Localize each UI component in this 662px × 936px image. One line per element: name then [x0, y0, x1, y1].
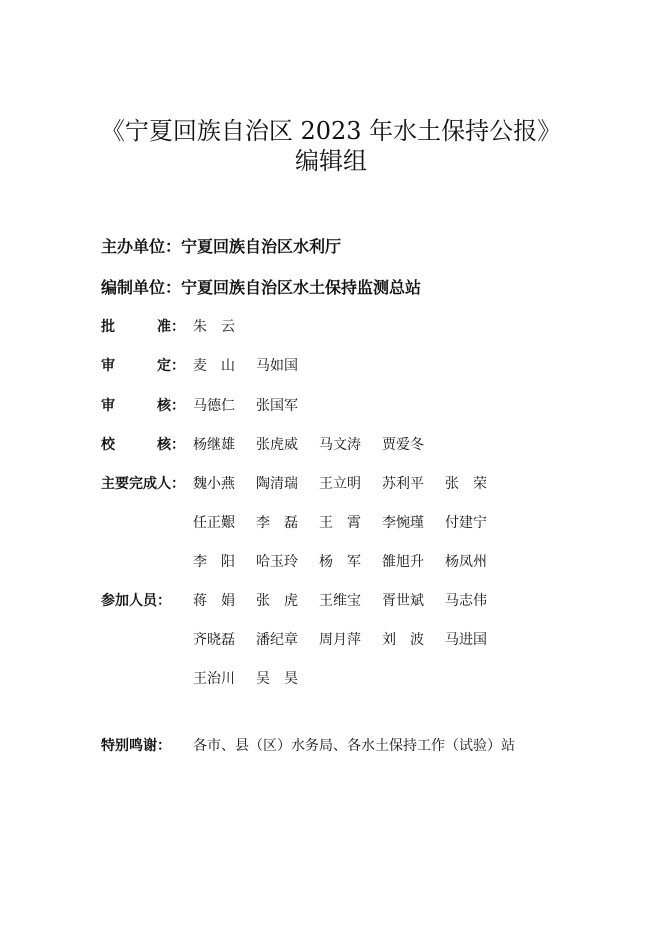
thanks-value: 各市、县（区）水务局、各水土保持工作（试验）站: [193, 738, 515, 754]
contributor-name: 杨凤州: [445, 554, 487, 570]
thanks-label: 特别鸣谢：: [101, 738, 171, 754]
contributor-name: 李 阳: [193, 554, 235, 570]
examine-label: 审 定：: [101, 358, 185, 374]
review-label: 审 核：: [101, 398, 185, 414]
examine-name: 马如国: [256, 358, 298, 374]
contributor-name: 任正艱: [193, 515, 235, 531]
participants-label: 参加人员：: [101, 593, 171, 609]
contributor-name: 魏小燕: [193, 476, 235, 492]
participant-name: 齐晓磊: [193, 632, 235, 648]
contributor-name: 王立明: [319, 476, 361, 492]
contributor-name: 苏利平: [382, 476, 424, 492]
contributor-name: 张 荣: [445, 476, 487, 492]
proof-label: 校 核：: [101, 437, 185, 453]
contributor-name: 付建宁: [445, 515, 487, 531]
contributor-name: 李 磊: [256, 515, 298, 531]
participant-name: 周月萍: [319, 632, 361, 648]
title-line-2: 编辑组: [295, 147, 367, 175]
contributor-name: 李惋瑾: [382, 515, 424, 531]
participant-name: 王治川: [193, 671, 235, 687]
participant-name: 刘 波: [382, 632, 424, 648]
participant-name: 胥世斌: [382, 593, 424, 609]
compiler-unit: 编制单位：宁夏回族自治区水土保持监测总站: [101, 278, 422, 297]
participant-name: 蒋 娟: [193, 593, 235, 609]
contributor-name: 哈玉玲: [256, 554, 298, 570]
title-line-1: 《宁夏回族自治区 2023 年水土保持公报》: [100, 117, 562, 145]
review-name: 张国军: [256, 398, 298, 414]
approve-name: 朱 云: [193, 319, 235, 335]
participant-name: 马志伟: [445, 593, 487, 609]
sponsor-unit: 主办单位：宁夏回族自治区水利厅: [101, 237, 342, 256]
proof-name: 贾爱冬: [382, 437, 424, 453]
participant-name: 潘纪章: [256, 632, 298, 648]
participant-name: 马进国: [445, 632, 487, 648]
participant-name: 王维宝: [319, 593, 361, 609]
examine-name: 麦 山: [193, 358, 235, 374]
review-name: 马德仁: [193, 398, 235, 414]
participant-name: 张 虎: [256, 593, 298, 609]
proof-name: 杨继雄: [193, 437, 235, 453]
approve-label: 批 准：: [101, 319, 185, 335]
contributor-name: 王 霄: [319, 515, 361, 531]
contributor-name: 雒旭升: [382, 554, 424, 570]
proof-name: 张虎威: [256, 437, 298, 453]
proof-name: 马文涛: [319, 437, 361, 453]
participant-name: 吴 昊: [256, 671, 298, 687]
contributor-name: 杨 军: [319, 554, 361, 570]
contributor-name: 陶清瑞: [256, 476, 298, 492]
main-contributors-label: 主要完成人：: [101, 476, 185, 492]
